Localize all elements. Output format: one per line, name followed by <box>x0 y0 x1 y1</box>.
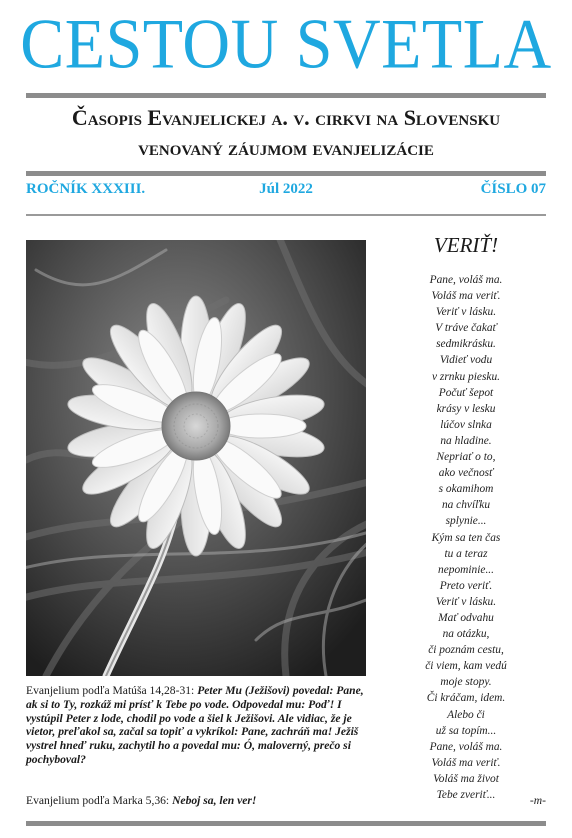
poem-line: sedmikrásku. <box>436 338 496 351</box>
poem-line: Pane, voláš ma. <box>429 740 503 753</box>
poem-line: Veriť v lásku. <box>435 595 497 608</box>
poem-line: ako večnosť <box>438 467 494 480</box>
issue-volume: ROČNÍK XXXIII. <box>26 181 146 197</box>
divider <box>26 171 546 176</box>
poem-line: moje stopy. <box>440 676 492 689</box>
gospel-reference: Evanjelium podľa Matúša 14,28-31: <box>26 684 198 697</box>
poem-line: Nepriať o to, <box>436 451 496 464</box>
poem-signature: -m- <box>529 794 546 807</box>
poem-line: Alebo či <box>447 708 485 721</box>
poem-line: Počuť šepot <box>438 386 494 399</box>
poem-line: Veriť v lásku. <box>435 306 497 319</box>
poem-title: VERIŤ! <box>433 233 499 257</box>
poem-line: splynie... <box>445 515 487 528</box>
poem-line: či viem, kam vedú <box>425 660 507 673</box>
poem-line: s okamihom <box>438 483 494 496</box>
gospel-matthew <box>26 684 366 767</box>
cover-photo <box>26 240 366 676</box>
poem-line: Kým sa ten čas <box>431 531 501 544</box>
poem-line: na hladine. <box>440 434 492 447</box>
poem-line: Voláš ma veriť. <box>431 290 501 303</box>
issue-date: Júl 2022 <box>259 181 313 197</box>
subtitle-line-1: Časopis Evanjelickej a. v. cirkvi na Slovensku <box>71 105 501 130</box>
poem-line: nepominie... <box>438 563 494 576</box>
poem-line: Vidieť vodu <box>439 354 493 367</box>
poem-line: či poznám cestu, <box>428 644 504 657</box>
poem-line: tu a teraz <box>444 547 488 560</box>
poem-line: Tebe zveriť... <box>436 789 496 801</box>
poem-line: Preto veriť. <box>439 579 493 592</box>
gospel-quote: Peter Mu (Ježišovi) povedal: Pane, ak si to Ty, rozkáž mi prísť k Tebe po vode. Odpovedal mu: Poď! I vystúpil Peter z lode, chodil po vode a šiel k Ježišovi. Ale vidiac, že je vietor, preľakol sa, začal sa topiť a vykríkol: Pane, zachráň ma! Ježiš vystrel hneď ruku, zachytil ho a povedal mu: Ó, maloverný, prečo si pochyboval? <box>26 684 364 766</box>
issue-number: ČÍSLO 07 <box>480 181 546 197</box>
poem-line: lúčov slnka <box>440 418 492 431</box>
poem-line: Pane, voláš ma. <box>429 274 503 286</box>
gospel-reference: Evanjelium podľa Marka 5,36: <box>26 794 173 807</box>
gospel-mark <box>26 794 426 808</box>
issue-bar <box>26 181 546 203</box>
gospel-quote: Neboj sa, len ver! <box>172 794 257 807</box>
poem-body <box>398 272 534 803</box>
divider <box>26 93 546 98</box>
poem-line: už sa topím... <box>435 724 497 737</box>
poem-line: Voláš ma veriť. <box>431 756 501 769</box>
poem-line: V tráve čakať <box>435 322 497 335</box>
poem-line: na otázku, <box>442 628 490 641</box>
poem-line: v zrnku piesku. <box>431 370 500 383</box>
poem-line: Mať odvahu <box>438 611 494 624</box>
poem-line: Či kráčam, idem. <box>426 692 506 705</box>
divider <box>26 821 546 826</box>
poem-line: krásy v lesku <box>436 402 496 415</box>
divider <box>26 214 546 216</box>
poem-line: na chvíľku <box>441 499 491 512</box>
subtitle-line-2: venovaný záujmom evanjelizácie <box>138 136 434 160</box>
masthead-title: CESTOU SVETLA <box>20 5 552 84</box>
poem-line: Voláš ma život <box>433 772 499 785</box>
